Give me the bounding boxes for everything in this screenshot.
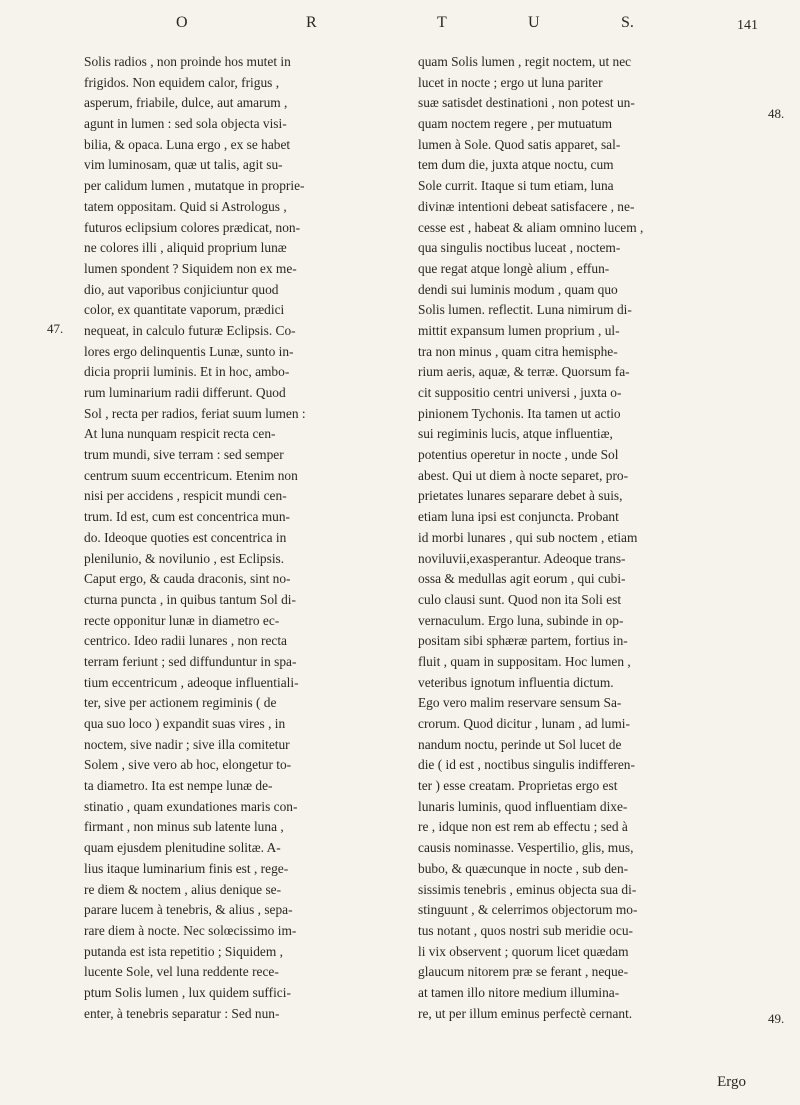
text-line: nisi per accidens , respicit mundi cen- <box>84 488 287 504</box>
text-line: rium aeris, aquæ, & terræ. Quorsum fa- <box>418 364 630 380</box>
catchword: Ergo <box>717 1074 746 1090</box>
text-line: suæ satisdet destinationi , non potest un- <box>418 95 635 111</box>
text-line: Sol , recta per radios, feriat suum lumen : <box>84 405 306 421</box>
text-line: causis nominasse. Vespertilio, glis, mus, <box>418 840 634 856</box>
text-line: ossa & medullas agit eorum , qui cubi- <box>418 571 626 587</box>
text-line: dio, aut vaporibus conjiciuntur quod <box>84 281 279 297</box>
left-text-column <box>84 52 430 1024</box>
text-line: enter, à tenebris separatur : Sed nun- <box>84 1005 280 1021</box>
text-line: re, ut per illum eminus perfectè cernant. <box>418 1005 633 1021</box>
text-line: cturna puncta , in quibus tantum Sol di- <box>84 591 296 607</box>
text-line: divinæ intentioni debeat satisfacere , ne- <box>418 198 635 214</box>
text-line: Solem , sive vero ab hoc, elongetur to- <box>84 757 292 773</box>
text-line: vim luminosam, quæ ut talis, agit su- <box>84 157 283 173</box>
text-line: futuros eclipsium colores prædicat, non- <box>84 219 301 235</box>
text-line: ter ) esse creatam. Proprietas ergo est <box>418 778 618 794</box>
text-line: tem dum die, juxta atque noctu, cum <box>418 157 614 173</box>
text-line: qua singulis noctibus luceat , noctem- <box>418 240 621 256</box>
text-line: Ego vero malim reservare sensum Sa- <box>418 695 622 711</box>
text-line: glaucum nitorem præ se ferant , neque- <box>418 964 629 980</box>
text-line: ptum Solis lumen , lux quidem suffici- <box>84 984 291 1000</box>
text-line: tus notant , quos nostri sub meridie ocu- <box>418 922 633 938</box>
text-line: trum. Id est, cum est concentrica mun- <box>84 509 290 525</box>
running-head-letter: U <box>528 14 540 31</box>
text-line: re , idque non est rem ab effectu ; sed à <box>418 819 628 835</box>
text-line: que regat atque longè alium , effun- <box>418 260 610 276</box>
text-line: sui regiminis lucis, atque influentiæ, <box>418 426 613 442</box>
text-line: centrico. Ideo radii lunares , non recta <box>84 633 287 649</box>
text-line: quam Solis lumen , regit noctem, ut nec <box>418 54 632 69</box>
text-line: frigidos. Non equidem calor, frigus , <box>84 74 280 90</box>
text-line: stinguunt , & celerrimos objectorum mo- <box>418 902 638 918</box>
text-line: quam ejusdem plenitudine solitæ. A- <box>84 840 281 856</box>
running-head-letter: O <box>176 14 188 31</box>
text-line: dicia proprii luminis. Et in hoc, ambo- <box>84 364 290 380</box>
text-line: li vix observent ; quorum licet quædam <box>418 943 629 959</box>
text-line: noctem, sive nadir ; sive illa comitetur <box>84 736 290 752</box>
text-line: stinatio , quam exundationes maris con- <box>84 798 298 814</box>
margin-number: 48. <box>768 106 785 121</box>
text-line: color, ex quantitate vaporum, prædici <box>84 302 285 318</box>
text-line: tatem oppositam. Quid si Astrologus , <box>84 198 287 214</box>
text-line: nequeat, in calculo futuræ Eclipsis. Co- <box>84 322 296 338</box>
text-line: At luna nunquam respicit recta cen- <box>84 426 276 442</box>
text-line: lores ergo delinquentis Lunæ, sunto in- <box>84 343 294 359</box>
text-line: ter, sive per actionem regiminis ( de <box>84 695 277 711</box>
text-line: Caput ergo, & cauda draconis, sint no- <box>84 571 291 587</box>
text-line: putanda est ista repetitio ; Siquidem , <box>84 943 283 959</box>
text-line: parare lucem à tenebris, & alius , sepa- <box>84 902 293 918</box>
text-line: Solis radios , non proinde hos mutet in <box>84 54 291 69</box>
text-line: pinionem Tychonis. Ita tamen ut actio <box>418 405 621 421</box>
text-line: bubo, & quæcunque in nocte , sub den- <box>418 860 629 876</box>
text-line: lumen spondent ? Siquidem non ex me- <box>84 260 297 276</box>
running-head-letter: S. <box>621 14 634 31</box>
text-line: terram feriunt ; sed diffunduntur in spa- <box>84 653 297 669</box>
text-line: at tamen illo nitore medium illumina- <box>418 984 620 1000</box>
text-line: agunt in lumen : sed sola objecta visi- <box>84 116 287 132</box>
text-line: tra non minus , quam citra hemisphe- <box>418 343 618 359</box>
text-line: bilia, & opaca. Luna ergo , ex se habet <box>84 136 291 152</box>
text-line: culo clausi sunt. Quod non ita Soli est <box>418 591 622 607</box>
text-line: sissimis tenebris , eminus objecta sua di- <box>418 881 637 897</box>
text-line: lunaris luminis, quod influentiam dixe- <box>418 798 628 814</box>
text-line: etiam luna ipsi est conjuncta. Probant <box>418 509 619 525</box>
text-line: lumen à Sole. Quod satis apparet, sal- <box>418 136 621 152</box>
text-line: fluit , quam in suppositam. Hoc lumen , <box>418 653 631 669</box>
text-line: lucet in nocte ; ergo ut luna pariter <box>418 74 603 90</box>
text-line: firmant , non minus sub latente luna , <box>84 819 284 835</box>
text-line: asperum, friabile, dulce, aut amarum , <box>84 95 288 111</box>
running-head-letter: R <box>306 14 317 31</box>
text-line: recte opponitur lunæ in diametro ec- <box>84 612 280 628</box>
text-line: ne colores illi , aliquid proprium lunæ <box>84 240 287 256</box>
text-line: nandum noctu, perinde ut Sol lucet de <box>418 736 622 752</box>
text-line: noviluvii,exasperantur. Adeoque trans- <box>418 550 626 566</box>
running-head-letter: T <box>437 14 447 31</box>
text-line: id morbi lunares , qui sub noctem , etiam <box>418 529 638 545</box>
running-head <box>0 14 800 44</box>
text-line: mittit expansum lumen proprium , ul- <box>418 322 620 338</box>
text-line: dendi sui luminis modum , quam quo <box>418 281 618 297</box>
text-line: rum luminarium radii differunt. Quod <box>84 385 286 400</box>
text-line: prietates lunares separare debet à suis, <box>418 488 623 504</box>
margin-number: 47. <box>47 321 64 336</box>
text-line: ta diametro. Ita est nempe lunæ de- <box>84 778 273 794</box>
text-line: cit suppositio centri universi , juxta o- <box>418 385 622 400</box>
page-number: 141 <box>737 18 758 33</box>
text-line: crorum. Quod dicitur , lunam , ad lumi- <box>418 716 630 731</box>
text-line: positam sibi sphæræ partem, fortius in- <box>418 633 628 649</box>
text-line: rare diem à nocte. Nec solœcissimo im- <box>84 922 297 938</box>
text-line: centrum suum eccentricum. Etenim non <box>84 467 298 483</box>
text-line: veteribus ignotum influentia dictum. <box>418 674 614 690</box>
text-line: lius itaque luminarium finis est , rege- <box>84 860 289 876</box>
text-line: per calidum lumen , mutatque in proprie- <box>84 178 305 194</box>
text-line: potentius operetur in nocte , unde Sol <box>418 447 619 463</box>
text-line: vernaculum. Ergo luna, subinde in op- <box>418 612 624 628</box>
text-line: abest. Qui ut diem à nocte separet, pro- <box>418 467 629 483</box>
text-line: Sole currit. Itaque si tum etiam, luna <box>418 178 614 194</box>
text-line: quam noctem regere , per mutuatum <box>418 116 613 132</box>
text-line: tium eccentricum , adeoque influentiali- <box>84 674 299 690</box>
text-line: do. Ideoque quoties est concentrica in <box>84 529 287 545</box>
text-line: lucente Sole, vel luna reddente rece- <box>84 964 279 980</box>
right-text-column <box>418 52 766 1024</box>
text-line: re diem & noctem , alius denique se- <box>84 881 282 897</box>
text-line: Solis lumen. reflectit. Luna nimirum di- <box>418 302 632 318</box>
text-line: plenilunio, & novilunio , est Eclipsis. <box>84 550 285 566</box>
text-line: die ( id est , noctibus singulis indifferen- <box>418 757 635 773</box>
text-line: qua suo loco ) expandit suas vires , in <box>84 716 286 731</box>
margin-number: 49. <box>768 1011 785 1026</box>
text-line: trum mundi, sive terram : sed semper <box>84 447 284 463</box>
text-line: cesse est , habeat & aliam omnino lucem , <box>418 219 644 235</box>
